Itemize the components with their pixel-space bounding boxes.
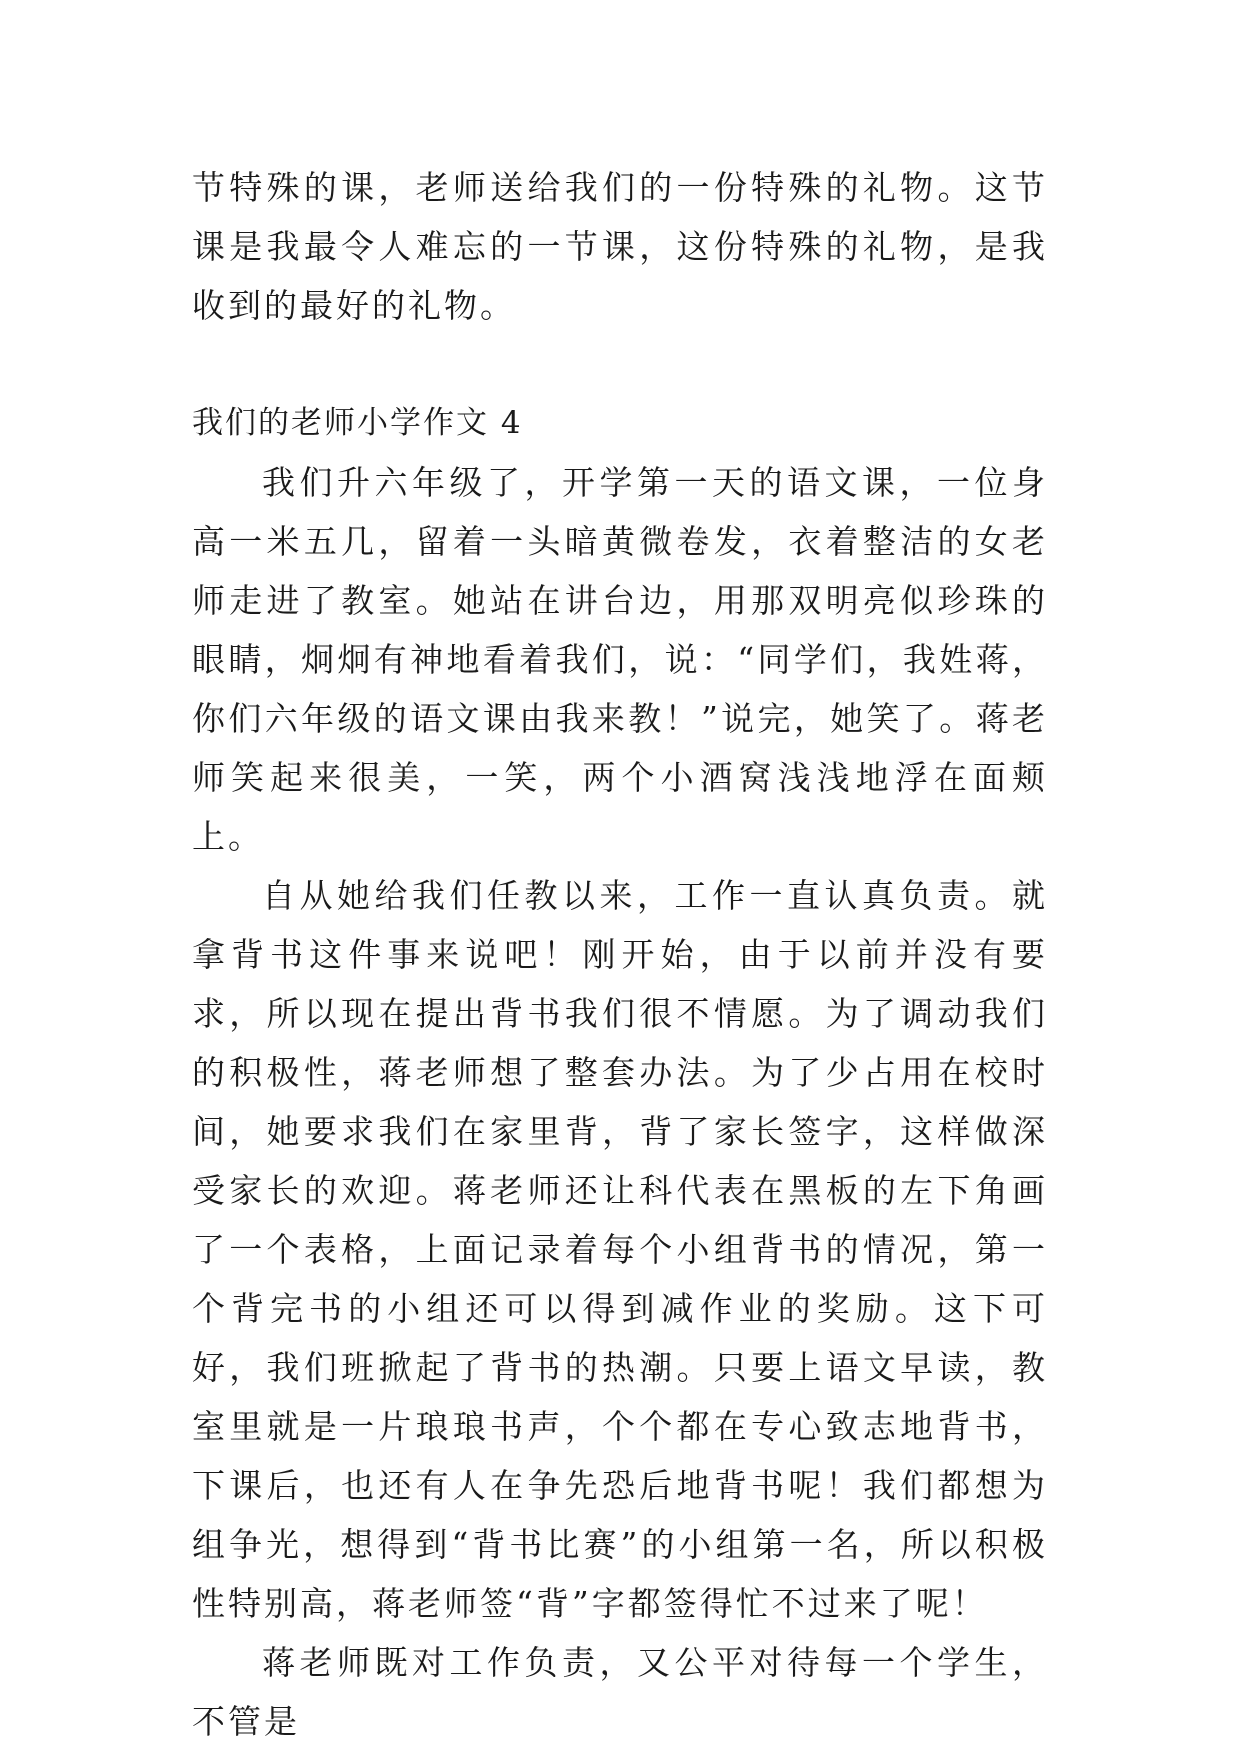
continued-paragraph: 节特殊的课，老师送给我们的一份特殊的礼物。这节课是我最令人难忘的一节课，这份特殊的礼物，是我收到的最好的礼物。: [192, 168, 1048, 325]
paragraph-2: 自从她给我们任教以来，工作一直认真负责。就拿背书这件事来说吧！刚开始，由于以前并没有要求，所以现在提出背书我们很不情愿。为了调动我们的积极性，蒋老师想了整套办法。为了少占用在校时间，她要求我们在家里背，背了家长签字，这样做深受家长的欢迎。蒋老师还让科代表在黑板的左下角画了一个表格，上面记录着每个小组背书的情况，第一个背完书的小组还可以得到减作业的奖励。这下可好，我们班掀起了背书的热潮。只要上语文早读，教室里就是一片琅琅书声，个个都在专心致志地背书，下课后，也还有人在争先恐后地背书呢！我们都想为组争光，想得到“背书比赛”的小组第一名，所以积极性特别高，蒋老师签“背”字都签得忙不过来了呢！: [192, 876, 1048, 1623]
paragraph-1: 我们升六年级了，开学第一天的语文课，一位身高一米五几，留着一头暗黄微卷发，衣着整洁的女老师走进了教室。她站在讲台边，用那双明亮似珍珠的眼睛，炯炯有神地看着我们，说：“同学们，我姓蒋，你们六年级的语文课由我来教！”说完，她笑了。蒋老师笑起来很美，一笑，两个小酒窝浅浅地浮在面颊上。: [192, 463, 1048, 856]
section-title: 我们的老师小学作文 4: [192, 405, 523, 441]
paragraph-3: 蒋老师既对工作负责，又公平对待每一个学生，不管是: [192, 1643, 1048, 1741]
document-body: [192, 158, 1048, 1751]
